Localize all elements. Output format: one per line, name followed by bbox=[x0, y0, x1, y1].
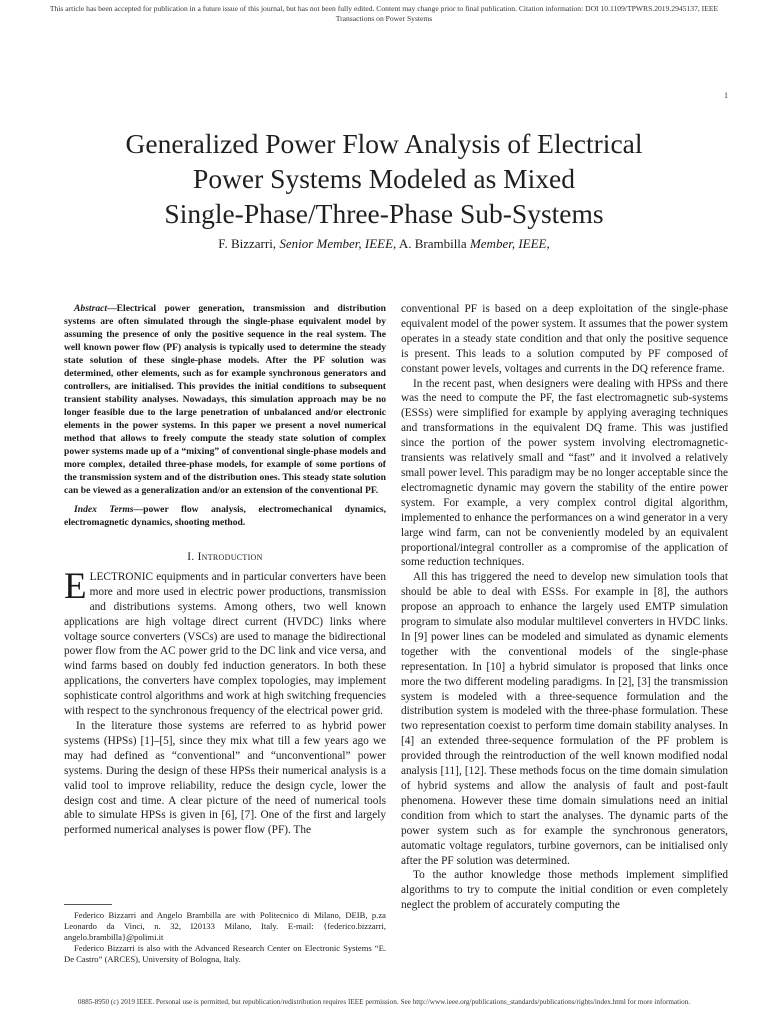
footnote-2: Federico Bizzarri is also with the Advanced Research Center on Electronic Systems “E. De Castro” (ARCES), University of Bologna, Italy. bbox=[64, 943, 386, 964]
index-terms-text: —power flow analysis, electromechanical dynamics, electromagnetic dynamics, shooting method. bbox=[64, 504, 386, 528]
author-1-role: Senior Member, IEEE bbox=[279, 236, 394, 251]
intro-paragraph-1 bbox=[64, 565, 386, 719]
abstract-head: Abstract bbox=[74, 303, 108, 314]
section-numeral: I. bbox=[187, 551, 195, 563]
abstract-text: —Electrical power generation, transmission and distribution systems are often simulated through the single-phase equivalent model by assuming the presence of only the positive sequence in the real system. The well known power flow (PF) analysis is typically used to determine the steady state solution of these single-phase models. After the PF solution was determined, other elements, such as for example synchronous generators and controllers, are initialised. This provides the initial conditions to subsequent transient stability analyses. Nowadays, this simulation approach may be no longer feasible due to the large penetration of unbalanced and/or electronic elements in the power systems. In this paper we present a novel numerical method that allows to freely compute the steady state solution of complex power systems made up of a “mixing” of conventional single-phase models and more complex, detailed three-phase models, for example of some portions of the transmission system and of the distribution ones. This steady state solution can be viewed as a generalization and/or an extension of the conventional PF. bbox=[64, 303, 386, 496]
page-number: 1 bbox=[724, 91, 728, 100]
author-2: , A. Brambilla bbox=[393, 236, 467, 251]
index-terms bbox=[64, 503, 386, 529]
title-line-1: Generalized Power Flow Analysis of Electrical bbox=[125, 128, 643, 159]
author-1: F. Bizzarri, bbox=[218, 236, 277, 251]
paper-title bbox=[40, 126, 728, 231]
author-2-role: Member, IEEE bbox=[469, 236, 547, 251]
intro-paragraph-2: In the literature those systems are referred to as hybrid power systems (HPSs) [1]–[5], since they mix what till a few years ago we may had defined as “conventional” and “unconventional” power systems. During the design of these HPSs their numerical analysis is a valid tool to improve reliability, reduce the design cycle, lower the design cost and time. A clear picture of the need of numerical tools able to simulate HPSs is given in [6], [7]. One of the first and largely performed numerical analyses is power flow (PF). The bbox=[64, 719, 386, 837]
title-line-3: Single-Phase/Three-Phase Sub-Systems bbox=[164, 198, 604, 229]
footnotes bbox=[64, 910, 386, 965]
title-line-2: Power Systems Modeled as Mixed bbox=[193, 163, 575, 194]
drop-cap: E bbox=[64, 565, 87, 607]
author-line bbox=[40, 236, 728, 252]
section-heading bbox=[64, 550, 386, 565]
journal-notice: This article has been accepted for publication in a future issue of this journal, but has not been fully edited. Content may change prior to final publication. Citation information: DOI 10.1109/TPWRS.2019.2945137, IEEE Transactions on Power Systems bbox=[49, 4, 719, 23]
copyright-footer: 0885-8950 (c) 2019 IEEE. Personal use is permitted, but republication/redistribution requires IEEE permission. See http://www.ieee.org/publications_standards/publications/rights/index.html for more information. bbox=[77, 998, 691, 1006]
abstract bbox=[64, 302, 386, 497]
index-terms-head: Index Terms bbox=[74, 504, 134, 515]
right-paragraph-1: conventional PF is based on a deep exploitation of the single-phase equivalent model of the power system. It assumes that the power system operates in a steady state condition and that only the positive sequence is present. This leads to a solution computed by PF composed of constant power levels, voltages and currents in the DQ reference frame. bbox=[401, 303, 728, 375]
left-column bbox=[64, 302, 386, 838]
section-title: Introduction bbox=[197, 551, 263, 563]
footnote-rule bbox=[64, 904, 112, 905]
right-column bbox=[401, 302, 728, 913]
author-trail: , bbox=[546, 236, 550, 251]
right-paragraph-2: In the recent past, when designers were dealing with HPSs and there was the need to compute the PF, the fast electromagnetic sub-systems (ESSs) were simplified for example by applying averaging techniques and transformations in the equivalent DQ frame. This was justified since the portion of the power system involving electromagnetic-transients was relatively small and “fast” and it involved a relatively small power level. This paradigm may be no longer acceptable since the electromagnetic dynamic may govern the stability of the entire power system. For example, a very complex control digital algorithm, implemented to enhance the performances on a wind generator in a very large wind farm, can not be conveniently modeled by an equivalent proportional/integral controller as a compromise of the application of some reduction techniques. bbox=[401, 377, 728, 569]
right-paragraph-3: All this has triggered the need to develop new simulation tools that should be able to deal with ESSs. For example in [8], the authors propose an approach to enhance the largely used EMTP simulation program to simulate also modular multilevel converters in HVDC links. In [9] power lines can be modeled and simulated as dynamic elements together with the conventional models of the single-phase representation. In [10] a hybrid simulator is proposed that links once more the two different modeling paradigms. In [2], [3] the transmission system is modeled with a three-sequence formulation and the distribution system is modeled with the three-phase formulation. These two representation coexist to perform time domain stability analyses. In [4] an extended three-sequence formulation of the PF problem is provided through the reintroduction of the well known modified nodal analysis [11], [12]. These methods focus on the time domain simulation of hybrid systems and allow the analysis of fault and post-fault phenomena. However these time domain simulations need an initial condition from which to start the analyses. The dynamic parts of the power system such as for example the synchronous generators, automatic voltage regulators, turbine governors, can be initialised only after the PF solution was determined. bbox=[401, 571, 728, 867]
right-paragraph-4: To the author knowledge those methods implement simplified algorithms to try to compute the initial condition or even completely neglect the problem of accurately computing the bbox=[401, 869, 728, 912]
intro-paragraph-1-text: LECTRONIC equipments and in particular converters have been more and more used in electric power productions, transmission and distributions systems. Among others, two well known applications are high voltage direct current (HVDC) links where voltage source converters (VSCs) are used to manage the bidirectional power flow from the AC power grid to the DC link and vice versa, and wind farms based on doubly fed induction generators. In both these applications, the converters have complex topologies, may implement sophisticate control algorithms and work at high switching frequencies with respect to the synchronous frequency of the electrical power grid. bbox=[64, 570, 386, 718]
footnote-1: Federico Bizzarri and Angelo Brambilla are with Politecnico di Milano, DEIB, p.za Leonardo da Vinci, n. 32, I20133 Milano, Italy. E-mail: {federico.bizzarri, angelo.brambilla}@polimi.it bbox=[64, 910, 386, 942]
